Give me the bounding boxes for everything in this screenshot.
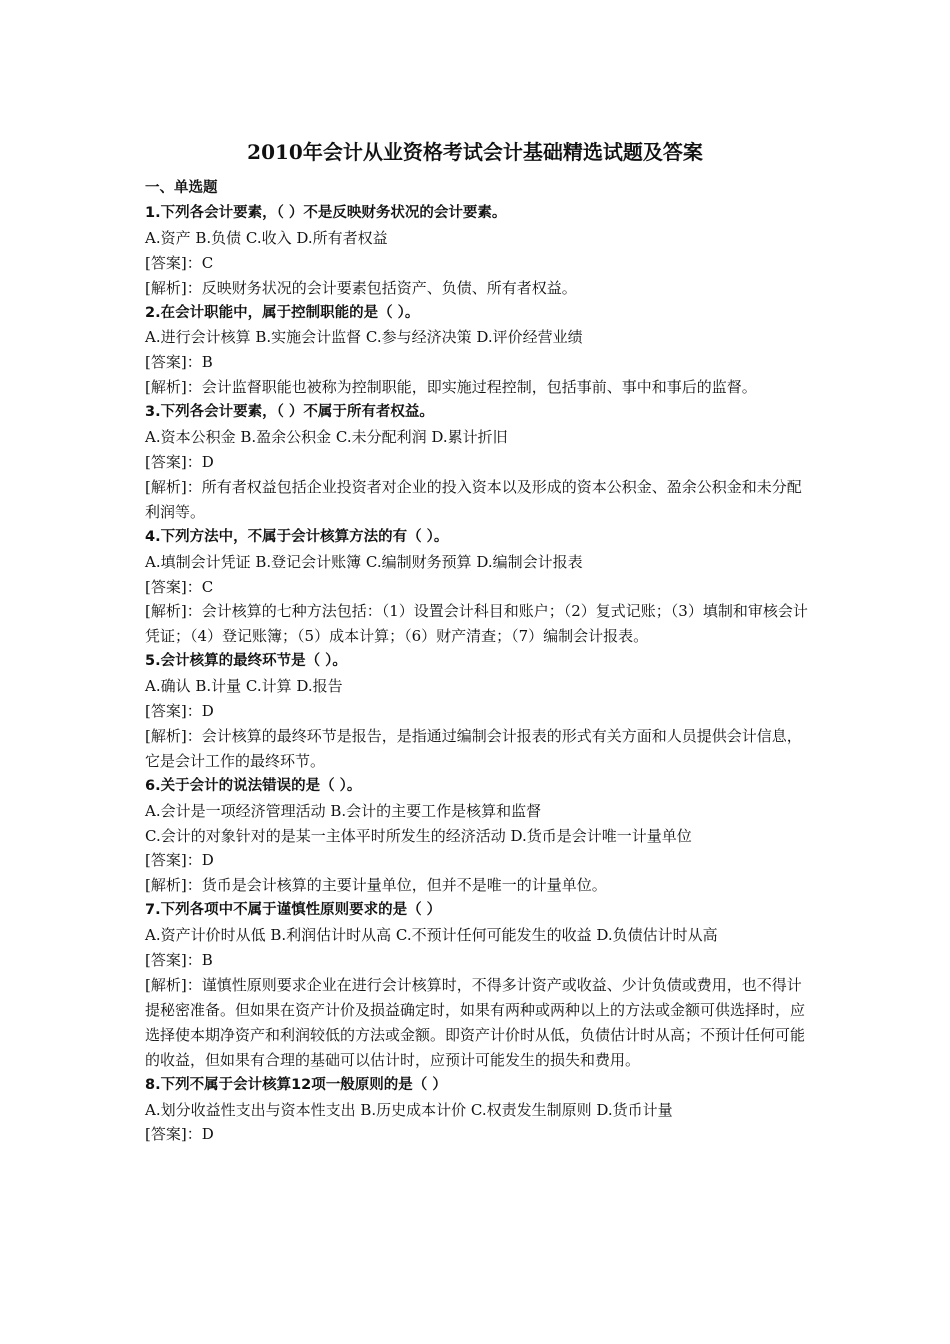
- question-analysis: [解析]：货币是会计核算的主要计量单位，但并不是唯一的计量单位。: [145, 876, 607, 895]
- question-answer: [答案]：D: [145, 851, 214, 870]
- question-options: A.资产计价时从低 B.利润估计时从高 C.不预计任何可能发生的收益 D.负债估计时从高: [145, 926, 718, 945]
- question-options: A.划分收益性支出与资本性支出 B.历史成本计价 C.权责发生制原则 D.货币计量: [145, 1100, 673, 1119]
- question-2: [145, 301, 810, 401]
- question-7: [145, 898, 810, 1072]
- question-analysis: [解析]：会计核算的最终环节是报告，是指通过编制会计报表的形式有关方面和人员提供会计信息，它是会计工作的最终环节。: [145, 726, 802, 770]
- question-stem: 2.在会计职能中，属于控制职能的是（ ）。: [145, 304, 420, 321]
- question-3: [145, 400, 810, 525]
- question-8: [145, 1073, 810, 1148]
- question-answer: [答案]：C: [145, 253, 214, 272]
- question-options: C.会计的对象针对的是某一主体平时所发生的经济活动 D.货币是会计唯一计量单位: [145, 826, 692, 845]
- question-analysis: [解析]：所有者权益包括企业投资者对企业的投入资本以及形成的资本公积金、盈余公积金和未分配利润等。: [145, 477, 802, 521]
- question-answer: [答案]：B: [145, 353, 213, 372]
- question-options: A.进行会计核算 B.实施会计监督 C.参与经济决策 D.评价经营业绩: [145, 328, 583, 347]
- question-stem: 5.会计核算的最终环节是（ ）。: [145, 653, 347, 670]
- question-analysis: [解析]：会计核算的七种方法包括：（1）设置会计科目和账户；（2）复式记账；（3）填制和审核会计凭证；（4）登记账簿；（5）成本计算；（6）财产清查；（7）编制会计报表。: [145, 602, 808, 646]
- question-5: [145, 649, 810, 774]
- question-stem: 6.关于会计的说法错误的是（ ）。: [145, 777, 362, 794]
- document-body: [145, 176, 810, 1147]
- question-6: [145, 774, 810, 899]
- question-answer: [答案]：D: [145, 702, 214, 721]
- question-options: A.会计是一项经济管理活动 B.会计的主要工作是核算和监督: [145, 801, 542, 820]
- question-answer: [答案]：D: [145, 452, 214, 471]
- question-analysis: [解析]：谨慎性原则要求企业在进行会计核算时，不得多计资产或收益、少计负债或费用，也不得计提秘密准备。但如果在资产计价及损益确定时，如果有两种或两种以上的方法或金额可供选择时，应选择使本期净资产和利润较低的方法或金额。即资产计价时从低，负债估计时从高；不预计任何可能的收益，但如果有合理的基础可以估计时，应预计可能发生的损失和费用。: [145, 976, 806, 1069]
- question-answer: [答案]：B: [145, 951, 213, 970]
- question-answer: [答案]：D: [145, 1125, 214, 1144]
- question-analysis: [解析]：会计监督职能也被称为控制职能，即实施过程控制，包括事前、事中和事后的监督。: [145, 378, 757, 397]
- question-stem: 4.下列方法中，不属于会计核算方法的有（ ）。: [145, 528, 449, 545]
- question-answer: [答案]：C: [145, 577, 214, 596]
- question-1: [145, 201, 810, 301]
- question-stem: 8.下列不属于会计核算12项一般原则的是（ ）: [145, 1076, 447, 1093]
- question-stem: 1.下列各会计要素，（ ）不是反映财务状况的会计要素。: [145, 204, 507, 221]
- question-options: A.资本公积金 B.盈余公积金 C.未分配利润 D.累计折旧: [145, 428, 508, 447]
- question-stem: 3.下列各会计要素，（ ）不属于所有者权益。: [145, 404, 434, 421]
- question-4: [145, 525, 810, 650]
- question-stem: 7.下列各项中不属于谨慎性原则要求的是（ ）: [145, 902, 442, 919]
- page-title: 2010年会计从业资格考试会计基础精选试题及答案: [247, 140, 703, 164]
- section-heading: 一、单选题: [145, 180, 218, 196]
- question-options: A.填制会计凭证 B.登记会计账簿 C.编制财务预算 D.编制会计报表: [145, 552, 583, 571]
- question-options: A.资产 B.负债 C.收入 D.所有者权益: [145, 228, 388, 247]
- question-options: A.确认 B.计量 C.计算 D.报告: [145, 677, 343, 696]
- question-analysis: [解析]：反映财务状况的会计要素包括资产、负债、所有者权益。: [145, 278, 577, 297]
